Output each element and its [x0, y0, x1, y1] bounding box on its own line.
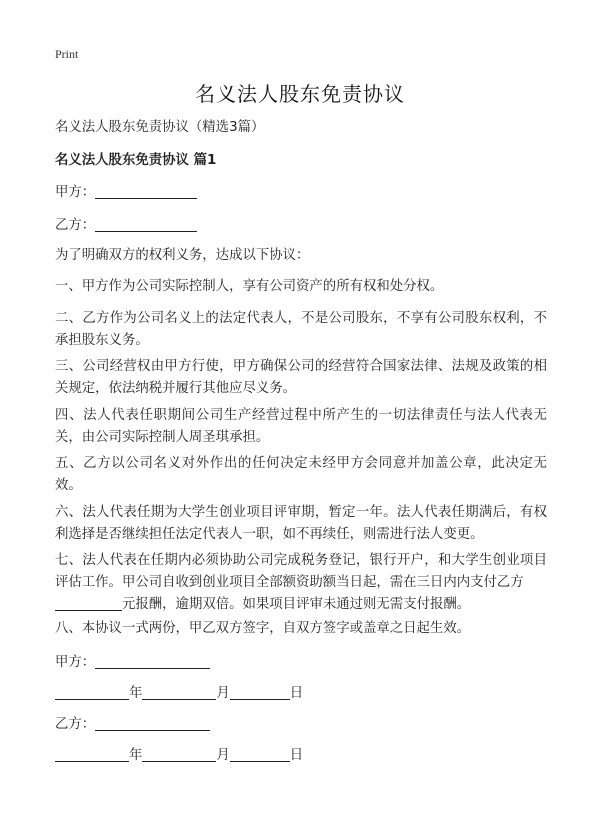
- clause-7: 七、法人代表在任期内必须协助公司完成税务登记，银行开户，和大学生创业项目评估工作。甲公司自收到创业项目全部额资助额当日起，需在三日内内支付乙方: [55, 553, 547, 590]
- clause-7-tail: 元报酬，逾期双倍。如果项目评审未通过则无需支付报酬。: [122, 597, 471, 612]
- party-a-label: 甲方：: [55, 185, 96, 200]
- month-blank-b: [142, 747, 216, 762]
- year-blank-b: [55, 747, 129, 762]
- document-subtitle: 名义法人股东免责协议（精选3篇）: [55, 120, 265, 135]
- year-label-b: 年: [129, 748, 143, 763]
- signature-party-a: [55, 652, 210, 674]
- day-label-a: 日: [289, 686, 304, 701]
- year-blank-a: [55, 685, 129, 700]
- party-a-field: [55, 182, 197, 204]
- clause-2: 二、乙方作为公司名义上的法定代表人，不是公司股东，不享有公司股东权利，不承担股东义务。: [55, 311, 547, 348]
- date-line-a: [55, 683, 303, 705]
- clause-1: 一、甲方作为公司实际控制人，享有公司资产的所有权和处分权。: [55, 279, 444, 294]
- day-label-b: 日: [289, 748, 304, 763]
- month-blank-a: [142, 685, 216, 700]
- party-b-label: 乙方：: [55, 218, 96, 233]
- signature-party-b: [55, 714, 210, 736]
- day-blank-b: [230, 747, 290, 762]
- payment-amount-blank: [55, 596, 122, 611]
- party-a-blank: [95, 184, 197, 199]
- month-label-a: 月: [216, 686, 230, 701]
- clause-8: 八、本协议一式两份，甲乙双方签字，自双方签字或盖章之日起生效。: [55, 621, 471, 636]
- print-link[interactable]: Print: [55, 47, 79, 61]
- intro-text: 为了明确双方的权利义务，达成以下协议：: [55, 248, 310, 263]
- month-label-b: 月: [216, 748, 230, 763]
- signature-party-b-blank: [95, 716, 210, 731]
- clause-5: 五、乙方以公司名义对外作出的任何决定未经甲方会同意并加盖公章，此决定无效。: [55, 456, 547, 493]
- section-heading: 名义法人股东免责协议 篇1: [55, 153, 217, 168]
- signature-party-b-label: 乙方：: [55, 717, 96, 732]
- signature-party-a-blank: [95, 654, 210, 669]
- date-line-b: [55, 745, 303, 767]
- clause-7-continuation: [55, 594, 470, 616]
- day-blank-a: [230, 685, 290, 700]
- party-b-blank: [95, 217, 197, 232]
- party-b-field: [55, 215, 197, 237]
- document-title: 名义法人股东免责协议: [195, 82, 405, 106]
- clause-4: 四、法人代表任职期间公司生产经营过程中所产生的一切法律责任与法人代表无关，由公司实际控制人周圣琪承担。: [55, 408, 547, 445]
- clause-3: 三、公司经营权由甲方行使，甲方确保公司的经营符合国家法律、法规及政策的相关规定，依法纳税并履行其他应尽义务。: [55, 359, 547, 396]
- year-label-a: 年: [129, 686, 143, 701]
- clause-6: 六、法人代表任期为大学生创业项目评审期，暂定一年。法人代表任期满后，有权利选择是否继续担任法定代表人一职，如不再续任，则需进行法人变更。: [55, 505, 547, 542]
- signature-party-a-label: 甲方：: [55, 655, 96, 670]
